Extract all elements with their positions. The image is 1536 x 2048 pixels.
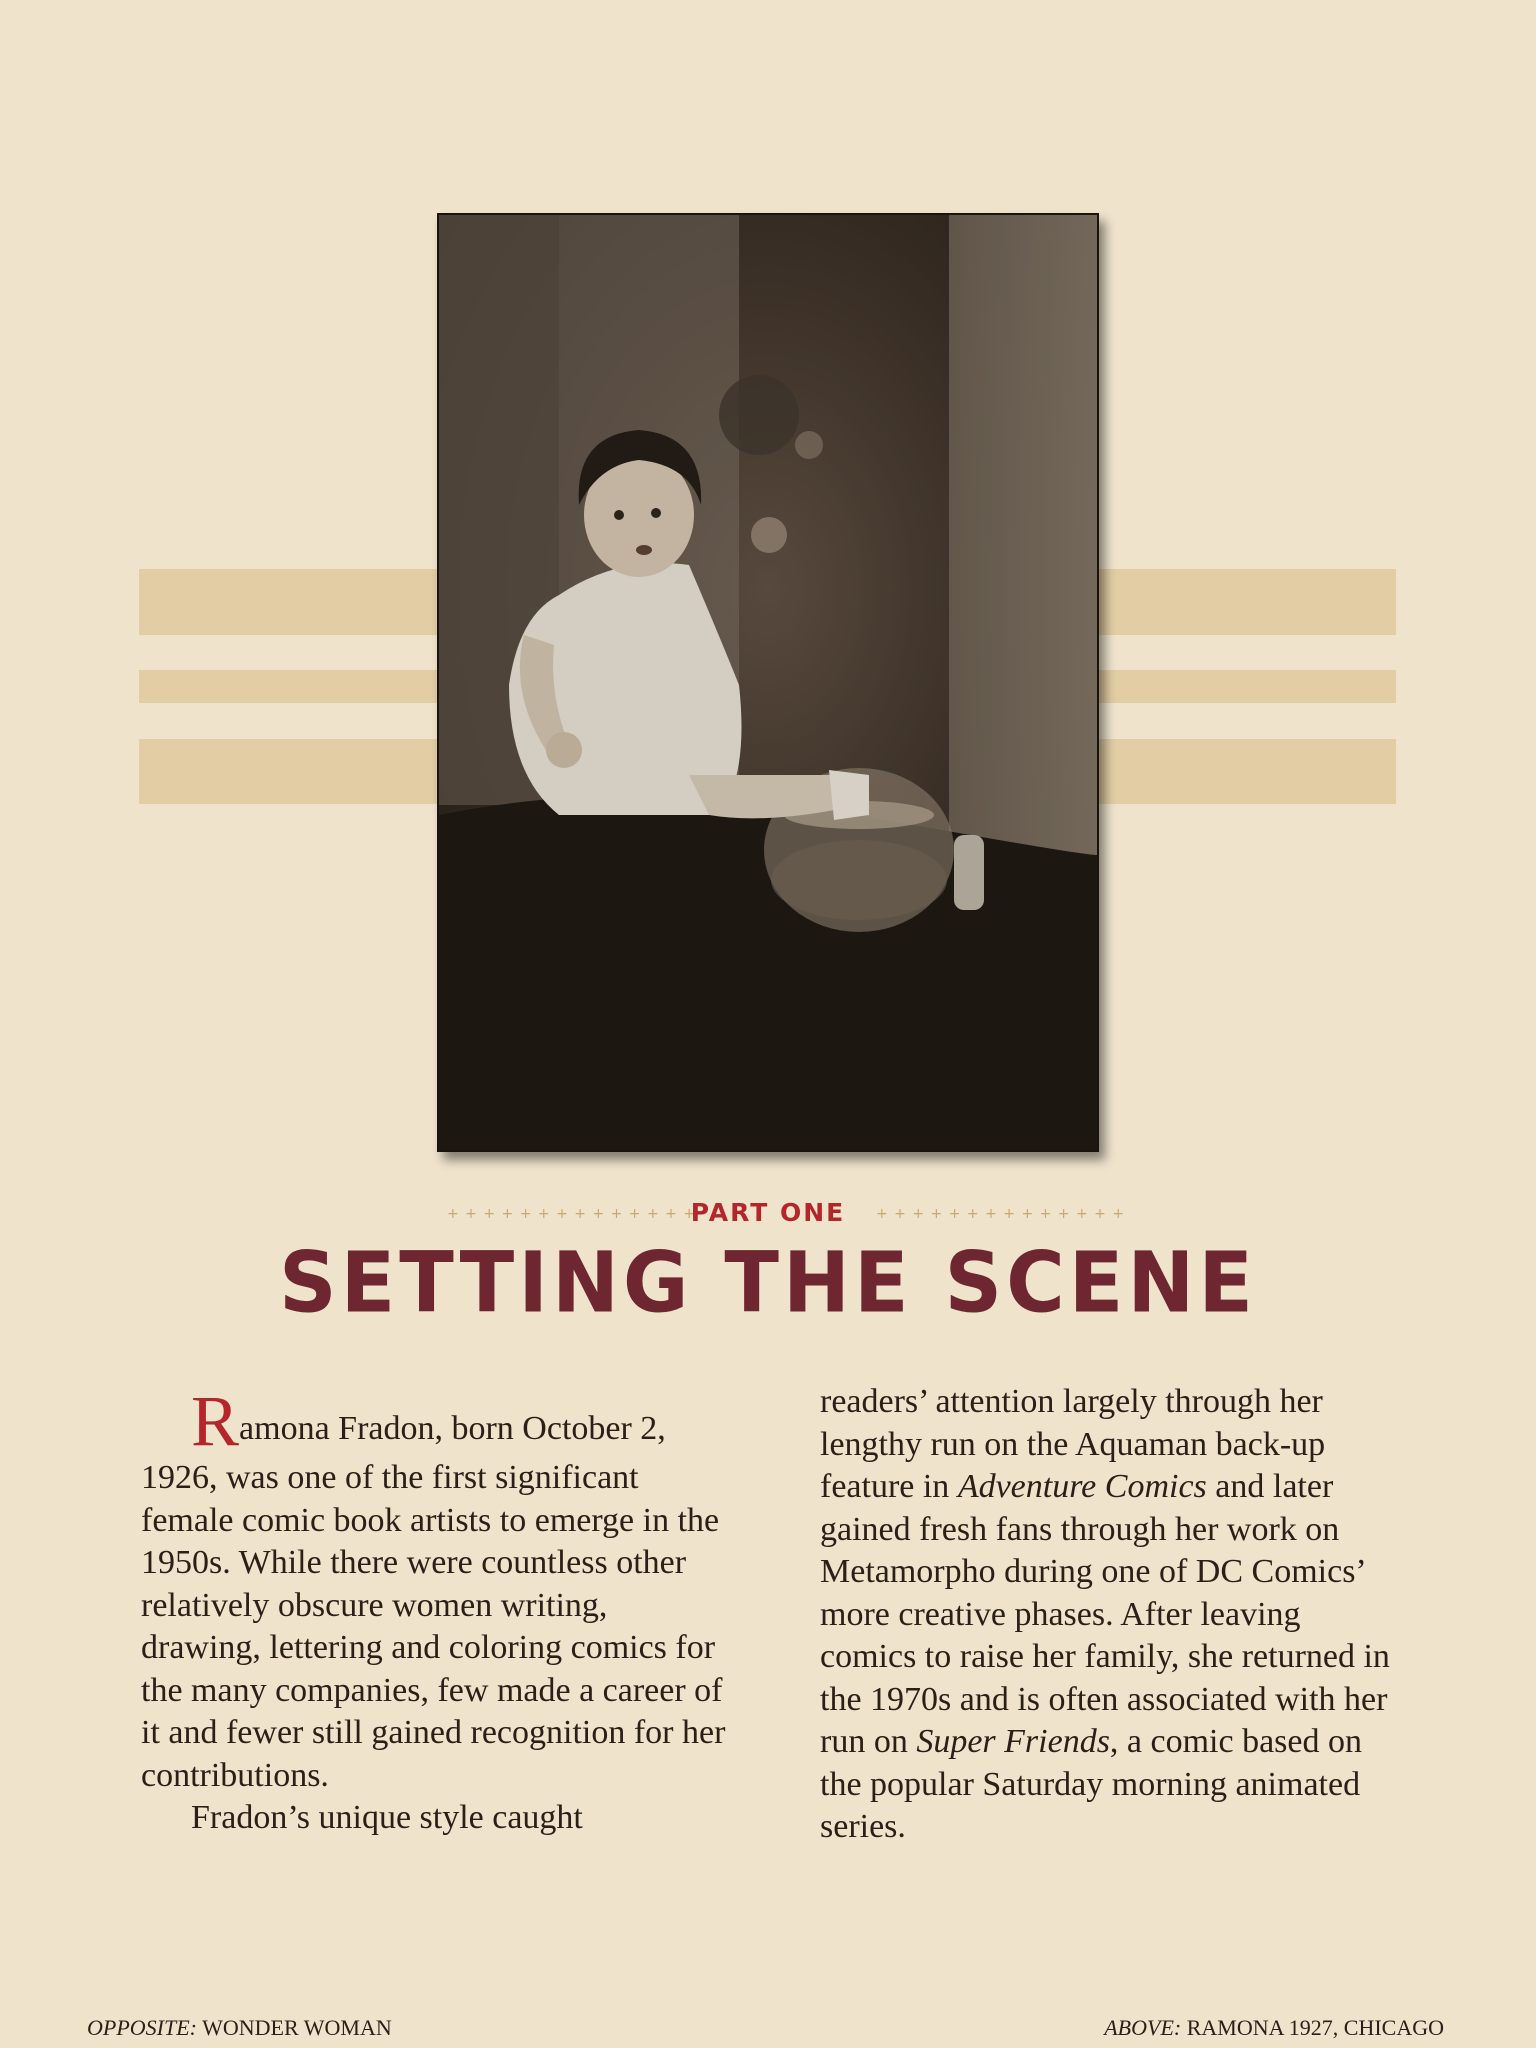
drop-cap: R [191, 1381, 240, 1461]
publication-title-super-friends: Super Friends [916, 1723, 1110, 1760]
caption-left-text: WONDER WOMAN [196, 2015, 392, 2040]
decor-stripe-top-right [1097, 569, 1396, 635]
left-column [141, 1381, 731, 1840]
right-text-3: , a comic based on the popular Saturday morning animated series. [820, 1723, 1362, 1845]
vintage-photo [437, 213, 1099, 1152]
decor-stripe-top-left [139, 569, 437, 635]
publication-title-adventure: Adventure Comics [957, 1468, 1207, 1505]
ornament-right: + + + + + + + + + + + + + + [876, 1206, 1126, 1222]
chapter-title: SETTING THE SCENE [278, 1233, 1258, 1332]
decor-stripe-mid-right [1097, 670, 1396, 703]
decor-stripe-bottom-left [139, 739, 437, 804]
right-text-2: and later gained fresh fans through her work on Metamorpho during one of DC Comics’ more creative phases. After leaving comics to raise her family, she returned in the 1970s and is often associated with her run on [820, 1468, 1390, 1760]
caption-right [1104, 2015, 1444, 2041]
caption-right-text: RAMONA 1927, CHICAGO [1181, 2015, 1444, 2040]
right-text-1: readers’ attention largely through her lengthy run on the Aquaman back-up feature in [820, 1383, 1326, 1505]
paragraph-2-start: Fradon’s unique style caught [191, 1799, 583, 1836]
photo-illustration [439, 215, 1097, 1150]
paragraph-1-text: amona Fradon, born October 2, 1926, was one of the first significant female comic book artists to emerge in the 1950s. While there were countless other relatively obscure women writing, drawing, lettering and coloring comics for the many companies, few made a career of it and fewer still gained recognition for her contributions. [141, 1410, 726, 1794]
part-label: PART ONE [690, 1198, 846, 1227]
caption-right-prefix: ABOVE: [1104, 2015, 1182, 2040]
ornament-left: + + + + + + + + + + + + + + [447, 1206, 697, 1222]
decor-stripe-bottom-right [1097, 739, 1396, 804]
decor-stripe-mid-left [139, 670, 437, 703]
paragraph-1 [141, 1381, 731, 1797]
caption-left [87, 2015, 392, 2041]
right-column [820, 1381, 1400, 1849]
right-paragraph [820, 1381, 1400, 1849]
caption-left-prefix: OPPOSITE: [87, 2015, 197, 2040]
